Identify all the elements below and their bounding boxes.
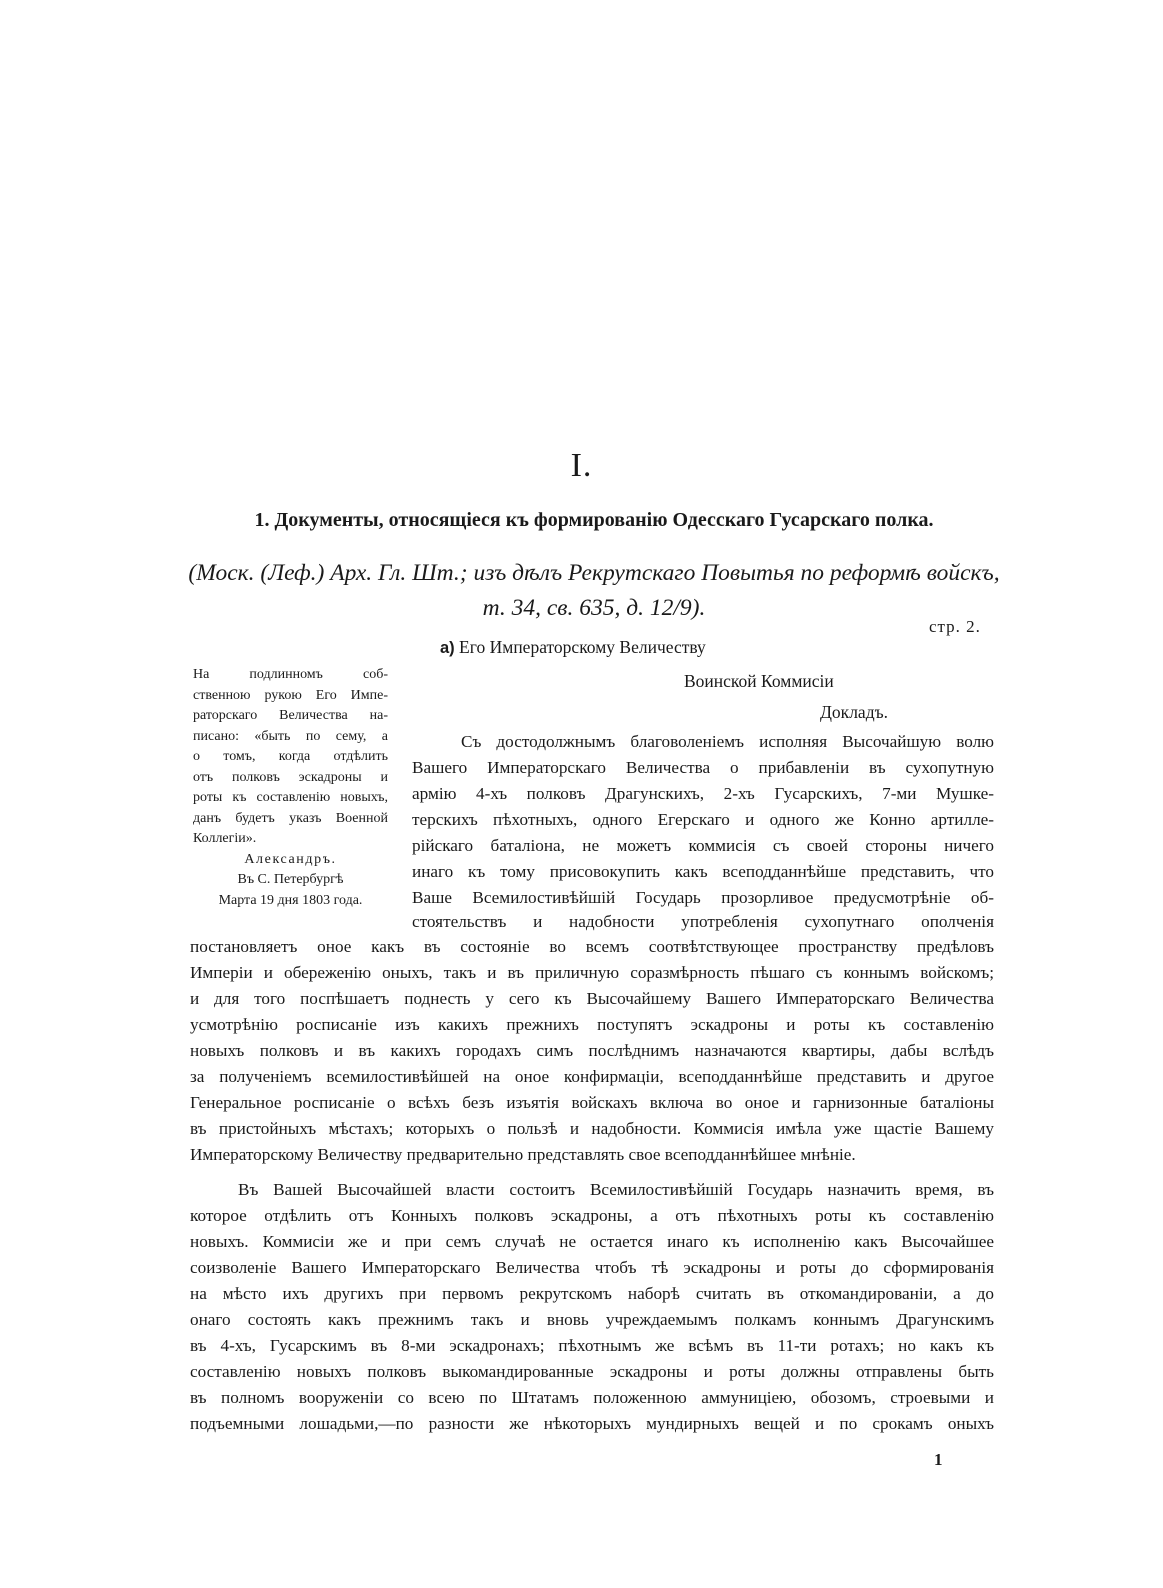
- body-line: въ полномъ вооруженіи со всею по Штатамъ положенною аммуниціею, обозомъ, строевыми и: [190, 1388, 994, 1407]
- body-line: которое отдѣлить отъ Конныхъ полковъ эскадроны, а отъ пѣхотныхъ роты къ составленію: [190, 1206, 994, 1225]
- body-line: составленію новыхъ полковъ выкомандированные эскадроны и роты должны отправлены быть: [190, 1362, 994, 1381]
- margin-signature-name: Александръ.: [244, 851, 337, 867]
- body-line: Въ Вашей Высочайшей власти состоитъ Всемилостивѣйшій Государь назначить время, въ: [238, 1180, 994, 1199]
- body-line: рійскаго баталіона, не можетъ коммисія съ своей стороны ничего: [412, 836, 994, 855]
- body-line: Императорскому Величеству предварительно представлять свое всеподданнѣйшее мнѣніе.: [190, 1145, 856, 1164]
- body-line: Генеральное росписаніе о всѣхъ безъ изъятія войскахъ включа во оное и гарнизонные баталіоны: [190, 1093, 994, 1112]
- margin-signature-date: Марта 19 дня 1803 года.: [218, 892, 363, 908]
- margin-note-line: о томъ, когда отдѣлить: [193, 749, 388, 764]
- body-line: инаго къ тому присовокупить какъ всеподданнѣйше представить, что: [412, 862, 994, 881]
- report-title: Докладъ.: [820, 702, 889, 722]
- body-line: на мѣсто ихъ другихъ при первомъ рекрутскомъ наборѣ считать въ откомандированіи, а до: [190, 1284, 994, 1303]
- citation-line-1: (Моск. (Леф.) Арх. Гл. Шт.; изъ дѣлъ Рекрутскаго Повытья по реформѣ войскъ,: [188, 560, 1000, 586]
- body-line: въ пристойныхъ мѣстахъ; которыхъ о пользѣ и надобности. Коммисія имѣла уже щастіе Вашему: [190, 1119, 994, 1138]
- address-marker: а): [440, 639, 455, 657]
- archival-citation: [188, 556, 1000, 626]
- margin-note-line: На подлинномъ соб-: [193, 667, 388, 682]
- margin-note-line: ственною рукою Его Импе-: [193, 687, 388, 703]
- commission-name: Воинской Коммисіи: [684, 671, 834, 691]
- body-line: армію 4-хъ полковъ Драгунскихъ, 2-хъ Гусарскихъ, 7-ми Мушке-: [412, 784, 994, 803]
- body-line: Ваше Всемилостивѣйшій Государь прозорливое предусмотрѣніе об-: [412, 888, 994, 907]
- body-line: постановляетъ оное какъ въ состояніе во всемъ соотвѣтствующее пространству предѣловъ: [190, 937, 994, 956]
- address-line: [440, 637, 706, 658]
- body-line: новыхъ. Коммисіи же и при семъ случаѣ не остается инаго къ исполненію какъ Высочайшее: [190, 1232, 994, 1251]
- body-line: онаго состоять какъ прежнимъ такъ и вновь учреждаемымъ полкамъ коннымъ Драгунскимъ: [190, 1310, 994, 1329]
- chapter-numeral: I.: [570, 447, 593, 484]
- body-line: терскихъ пѣхотныхъ, одного Егерскаго и одного же Конно артилле-: [412, 810, 994, 829]
- address-text: Его Императорскому Величеству: [459, 637, 706, 657]
- margin-note-line: раторскаго Величества на-: [193, 708, 388, 723]
- body-line: новыхъ полковъ и въ какихъ городахъ симъ послѣднимъ назначаются квартиры, дабы вслѣдъ: [190, 1041, 994, 1060]
- body-line: Вашего Императорскаго Величества о прибавленіи въ сухопутную: [412, 758, 994, 777]
- body-line: и для того поспѣшаетъ поднесть у сего къ Высочайшему Вашего Императорскаго Величества: [190, 989, 994, 1008]
- body-line: усмотрѣнію росписаніе изъ какихъ прежнихъ поступятъ эскадроны и роты къ составленію: [190, 1015, 994, 1034]
- margin-note-line: данъ будетъ указъ Военной: [193, 810, 388, 826]
- body-line: за полученіемъ всемилостивѣйшей на оное конфирмаціи, всеподданнѣйше представить и другое: [190, 1067, 994, 1086]
- margin-note-line: Коллегіи».: [193, 831, 257, 846]
- page-reference: стр. 2.: [929, 617, 981, 636]
- body-line: стоятельствъ и надобности употребленія сухопутнаго ополченія: [412, 912, 994, 931]
- margin-signature-place: Въ С. Петербургѣ: [237, 872, 344, 887]
- body-line: въ 4-хъ, Гусарскимъ въ 8-ми эскадронахъ; пѣхотнымъ же всѣмъ въ 11-ти ротахъ; но какъ къ: [190, 1336, 994, 1355]
- body-line: соизволеніе Вашего Императорскаго Величества чтобъ тѣ эскадроны и роты до сформированія: [190, 1258, 994, 1277]
- page-number: 1: [934, 1450, 943, 1469]
- margin-note-line: роты къ составленію новыхъ,: [193, 790, 388, 805]
- section-heading: 1. Документы, относящіеся къ формированію Одесскаго Гусарскаго полка.: [254, 509, 934, 531]
- margin-note: [193, 665, 388, 911]
- margin-note-line: писано: «быть по сему, а: [193, 728, 388, 744]
- body-line: Имперіи и обереженію оныхъ, такъ и въ приличную соразмѣрность пѣшаго съ коннымъ войскомъ;: [190, 963, 994, 982]
- margin-note-line: отъ полковъ эскадроны и: [193, 769, 388, 785]
- body-line: Съ достодолжнымъ благоволеніемъ исполняя Высочайшую волю: [461, 732, 994, 751]
- body-line: подъемными лошадьми,—по разности же нѣкоторыхъ мундирныхъ вещей и по срокамъ оныхъ: [190, 1414, 994, 1433]
- citation-line-2: т. 34, св. 635, д. 12/9).: [482, 595, 706, 621]
